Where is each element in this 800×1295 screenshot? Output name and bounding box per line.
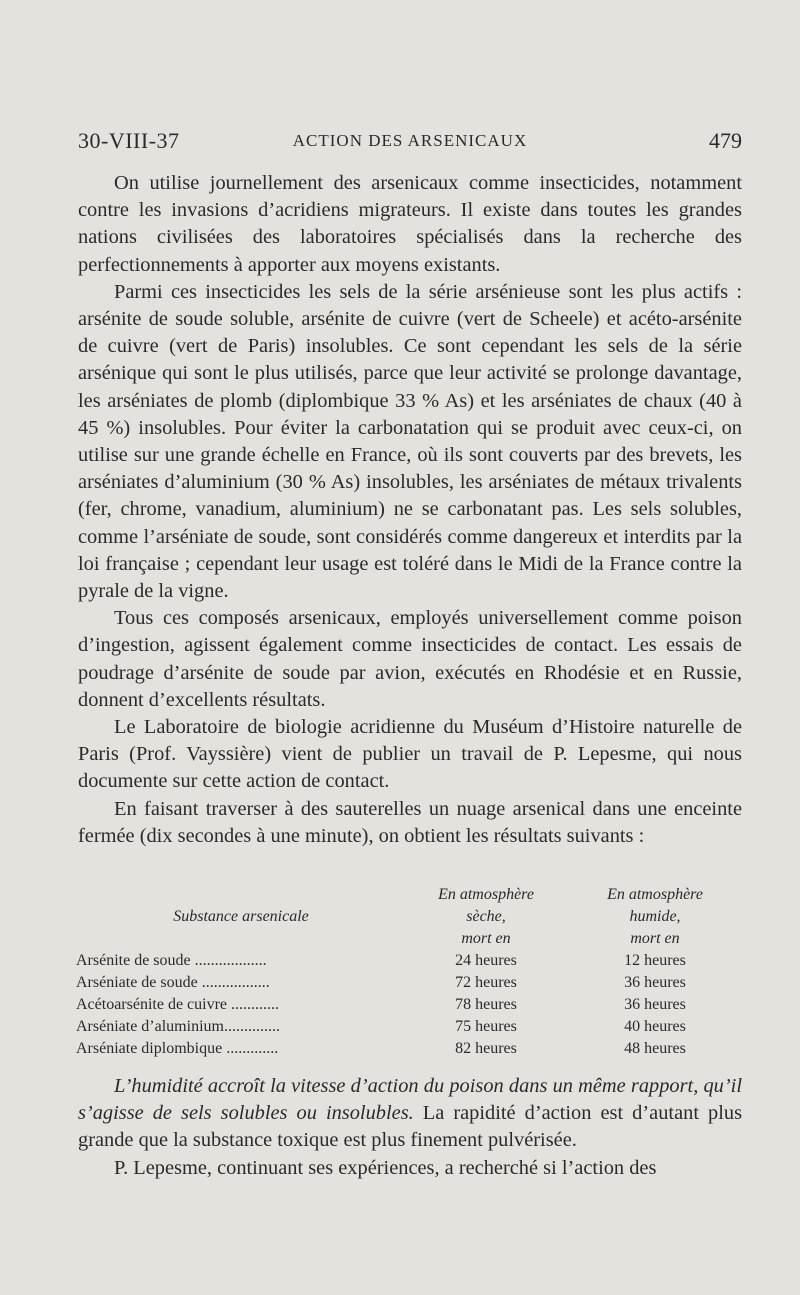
header-date: 30-VIII-37	[78, 128, 180, 153]
paragraph: Le Laboratoire de biologie acridienne du Muséum d’Histoire naturelle de Paris (Prof. Vayssière) vient de publier un travail de P. Lepesme, qui nous documente sur cette action de contact.	[78, 716, 742, 793]
results-table	[76, 884, 744, 1060]
table-row	[76, 1016, 744, 1038]
paragraph	[78, 1073, 742, 1155]
cell-substance: Arsénite de soude ..................	[76, 952, 267, 969]
cell-substance: Arséniate de soude .................	[76, 974, 270, 991]
cell-wet: 36 heures	[624, 974, 686, 991]
cell-wet: 12 heures	[624, 952, 686, 969]
column-header-dry-line: mort en	[461, 930, 511, 947]
table-row	[76, 950, 744, 972]
column-header-substance: Substance arsenicale	[173, 908, 309, 925]
cell-dry: 72 heures	[455, 974, 517, 991]
column-header-dry	[406, 884, 566, 950]
cell-dry: 82 heures	[455, 1040, 517, 1057]
paragraph: P. Lepesme, continuant ses expériences, a recherché si l’action des	[114, 1156, 657, 1179]
paragraph: Tous ces composés arsenicaux, employés universellement comme poison d’ingestion, agissent également comme insecticides de contact. Les essais de poudrage d’arsénite de soude par avion, exécutés en Rhodésie et en Russie, donnent d’excellents résultats.	[78, 607, 742, 711]
cell-substance: Acétoarsénite de cuivre ............	[76, 996, 280, 1013]
cell-wet: 40 heures	[624, 1018, 686, 1035]
column-header-dry-line: En atmosphère	[438, 886, 534, 903]
running-header	[78, 128, 742, 158]
paragraph: En faisant traverser à des sauterelles un nuage arsenical dans une enceinte fermée (dix secondes à une minute), on obtient les résultats suivants :	[78, 797, 742, 847]
column-header-wet-line: mort en	[630, 930, 680, 947]
table-row	[76, 1038, 744, 1060]
cell-wet: 48 heures	[624, 1040, 686, 1057]
table-row	[76, 994, 744, 1016]
cell-substance: Arséniate diplombique .............	[76, 1040, 279, 1057]
paragraph: Parmi ces insecticides les sels de la série arsénieuse sont les plus actifs : arsénite de soude soluble, arsénite de cuivre (vert de Scheele) et acéto-arsénite de cuivre (vert de Paris) insolubles. Ce sont cependant les sels de la série arsénique qui sont le plus utilisés, parce que leur activité se prolonge davantage, les arséniates de plomb (diplombique 33 % As) et les arséniates de chaux (40 à 45 %) insolubles. Pour éviter la carbonatation qui se produit avec ceux-ci, on utilise sur une grande échelle en France, où ils sont couverts par des brevets, les arséniates d’aluminium (30 % As) insolubles, les arséniates de métaux trivalents (fer, chrome, vanadium, aluminium) ne se carbonatant pas. Les sels solubles, comme l’arséniate de soude, sont considérés comme dangereux et interdits par la loi française ; cependant leur usage est toléré dans le Midi de la France contre la pyrale de la vigne.	[78, 280, 742, 603]
body-text	[78, 170, 742, 850]
page-number: 479	[709, 128, 742, 153]
paragraph: On utilise journellement des arsenicaux comme insecticides, notamment contre les invasions d’acridiens migrateurs. Il existe dans toutes les grandes nations civilisées des laboratoires spécialisés dans la recherche des perfectionnements à apporter aux moyens existants.	[78, 172, 742, 276]
cell-dry: 75 heures	[455, 1018, 517, 1035]
column-header-wet	[566, 884, 744, 950]
column-header-wet-line: humide,	[629, 908, 681, 925]
statement-continuation: La rapidité d’action est d’autant plus grande que la substance toxique est plus finement pulvérisée.	[78, 1102, 743, 1152]
table-row	[76, 972, 744, 994]
table-header-row	[76, 884, 744, 950]
header-title: ACTION DES ARSENICAUX	[292, 131, 528, 150]
cell-dry: 78 heures	[455, 996, 517, 1013]
cell-dry: 24 heures	[455, 952, 517, 969]
italic-statement: L’humidité accroît la vitesse d’action du poison dans un même rapport, qu’il s’agisse de sels solubles ou insolubles.	[78, 1075, 742, 1125]
closing-text	[78, 1073, 742, 1182]
cell-wet: 36 heures	[624, 996, 686, 1013]
column-header-dry-line: sèche,	[466, 908, 506, 925]
column-header-wet-line: En atmosphère	[607, 886, 703, 903]
cell-substance: Arséniate d’aluminium..............	[76, 1018, 280, 1035]
